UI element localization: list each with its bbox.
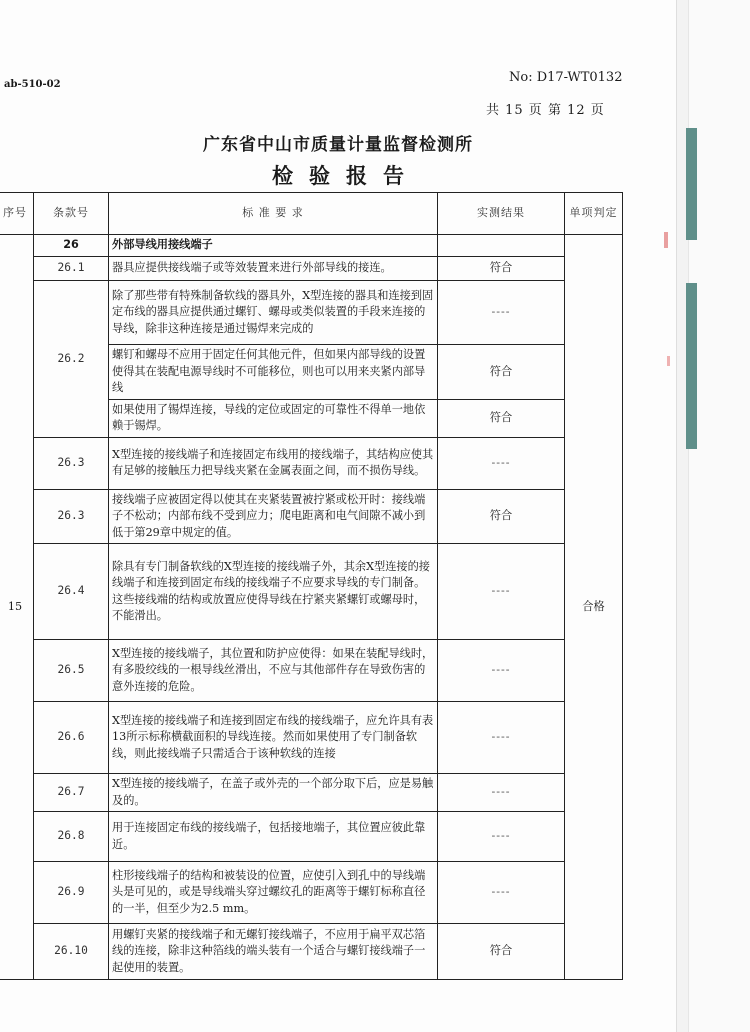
title-char: 告 [383,163,404,188]
clause-number: 26.3 [34,437,109,489]
table-row [0,774,623,812]
clause-number: 26.6 [34,702,109,774]
stacked-page-edge [688,0,750,1032]
clause-number: 26.10 [34,924,109,980]
red-stamp-mark [664,232,668,248]
requirement-text: 螺钉和螺母不应用于固定任何其他元件，但如果内部导线的设置使得其在装配电源导线时不可能移位，则也可以用来夹紧内部导线 [109,345,438,400]
clause-number: 26.7 [34,774,109,812]
result-text: ---- [438,774,565,812]
result-text: ---- [438,702,565,774]
table-row [0,257,623,281]
section-row [0,235,623,257]
clause-number: 26.8 [34,812,109,862]
clause-number: 26.5 [34,640,109,702]
table-row [0,437,623,489]
section-result [438,235,565,257]
binder-tab [686,128,697,240]
result-text: ---- [438,281,565,345]
requirement-text: 如果使用了锡焊连接，导线的定位或固定的可靠性不得单一地依赖于锡焊。 [109,399,438,437]
sequence-number: 15 [0,235,34,980]
table-row [0,862,623,924]
result-text: ---- [438,812,565,862]
result-text: ---- [438,640,565,702]
result-text: ---- [438,544,565,640]
clause-number: 26.9 [34,862,109,924]
verdict: 合格 [565,235,623,980]
col-header-result: 实测结果 [438,193,565,235]
title-char: 验 [309,163,330,188]
result-text: 符合 [438,924,565,980]
requirement-text: 柱形接线端子的结构和被装设的位置，应使引入到孔中的导线端头是可见的，或是导线端头穿过螺纹孔的距离等于螺钉标称直径的一半，但至少为2.5 mm。 [109,862,438,924]
result-text: 符合 [438,257,565,281]
section-title: 外部导线用接线端子 [109,235,438,257]
inspection-table [0,192,623,980]
section-clause: 26 [34,235,109,257]
requirement-text: X型连接的接线端子和连接固定布线用的接线端子，其结构应使其有足够的接触压力把导线夹紧在金属表面之间，而不损伤导线。 [109,437,438,489]
report-title [0,160,676,190]
table-row [0,702,623,774]
clause-number: 26.1 [34,257,109,281]
requirement-text: X型连接的接线端子和连接到固定布线的接线端子，应允许具有表13所示标称横截面积的导线连接。然而如果使用了专门制备软线，则此接线端子只需适合于该种软线的连接 [109,702,438,774]
table-row [0,489,623,544]
clause-number: 26.4 [34,544,109,640]
table-row [0,281,623,345]
table-row [0,924,623,980]
red-stamp-mark [667,356,670,366]
title-char: 检 [272,163,293,188]
requirement-text: X型连接的接线端子，其位置和防护应使得：如果在装配导线时，有多股绞线的一根导线丝滑出，不应与其他部件存在导致伤害的意外连接的危险。 [109,640,438,702]
clause-number: 26.3 [34,489,109,544]
requirement-text: 用于连接固定布线的接线端子，包括接地端子，其位置应彼此靠近。 [109,812,438,862]
col-header-verdict: 单项判定 [565,193,623,235]
page-info: 共 15 页 第 12 页 [486,103,605,118]
form-code: ab-510-02 [4,79,61,90]
result-text: 符合 [438,345,565,400]
requirement-text: 接线端子应被固定得以使其在夹紧装置被拧紧或松开时：接线端子不松动；内部布线不受到应力；爬电距离和电气间隙不减小到低于第29章中规定的值。 [109,489,438,544]
clause-number: 26.2 [34,281,109,438]
result-text: ---- [438,862,565,924]
table-row [0,640,623,702]
table-row [0,812,623,862]
col-header-clause: 条款号 [34,193,109,235]
binder-tab [686,283,697,449]
table-header-row [0,193,623,235]
col-header-requirement: 标 准 要 求 [109,193,438,235]
requirement-text: X型连接的接线端子，在盖子或外壳的一个部分取下后，应是易触及的。 [109,774,438,812]
result-text: ---- [438,437,565,489]
requirement-text: 除具有专门制备软线的X型连接的接线端子外，其余X型连接的接线端子和连接到固定布线的接线端子不应要求导线的专门制备。这些接线端的结构或放置应使得导线在拧紧夹紧螺钉或螺母时，不能滑出。 [109,544,438,640]
title-char: 报 [346,163,367,188]
requirement-text: 器具应提供接线端子或等效装置来进行外部导线的接连。 [109,257,438,281]
result-text: 符合 [438,489,565,544]
result-text: 符合 [438,399,565,437]
col-header-seq: 序号 [0,193,34,235]
requirement-text: 除了那些带有特殊制备软线的器具外，X型连接的器具和连接到固定布线的器具应提供通过螺钉、螺母或类似装置的手段来连接的导线，除非这种连接是通过锡焊来完成的 [109,281,438,345]
requirement-text: 用螺钉夹紧的接线端子和无螺钉接线端子，不应用于扁平双芯箔线的连接，除非这种箔线的端头装有一个适合与螺钉接线端子一起使用的装置。 [109,924,438,980]
table-row [0,544,623,640]
organization-name: 广东省中山市质量计量监督检测所 [203,135,473,155]
report-number: No: D17-WT0132 [509,70,623,85]
